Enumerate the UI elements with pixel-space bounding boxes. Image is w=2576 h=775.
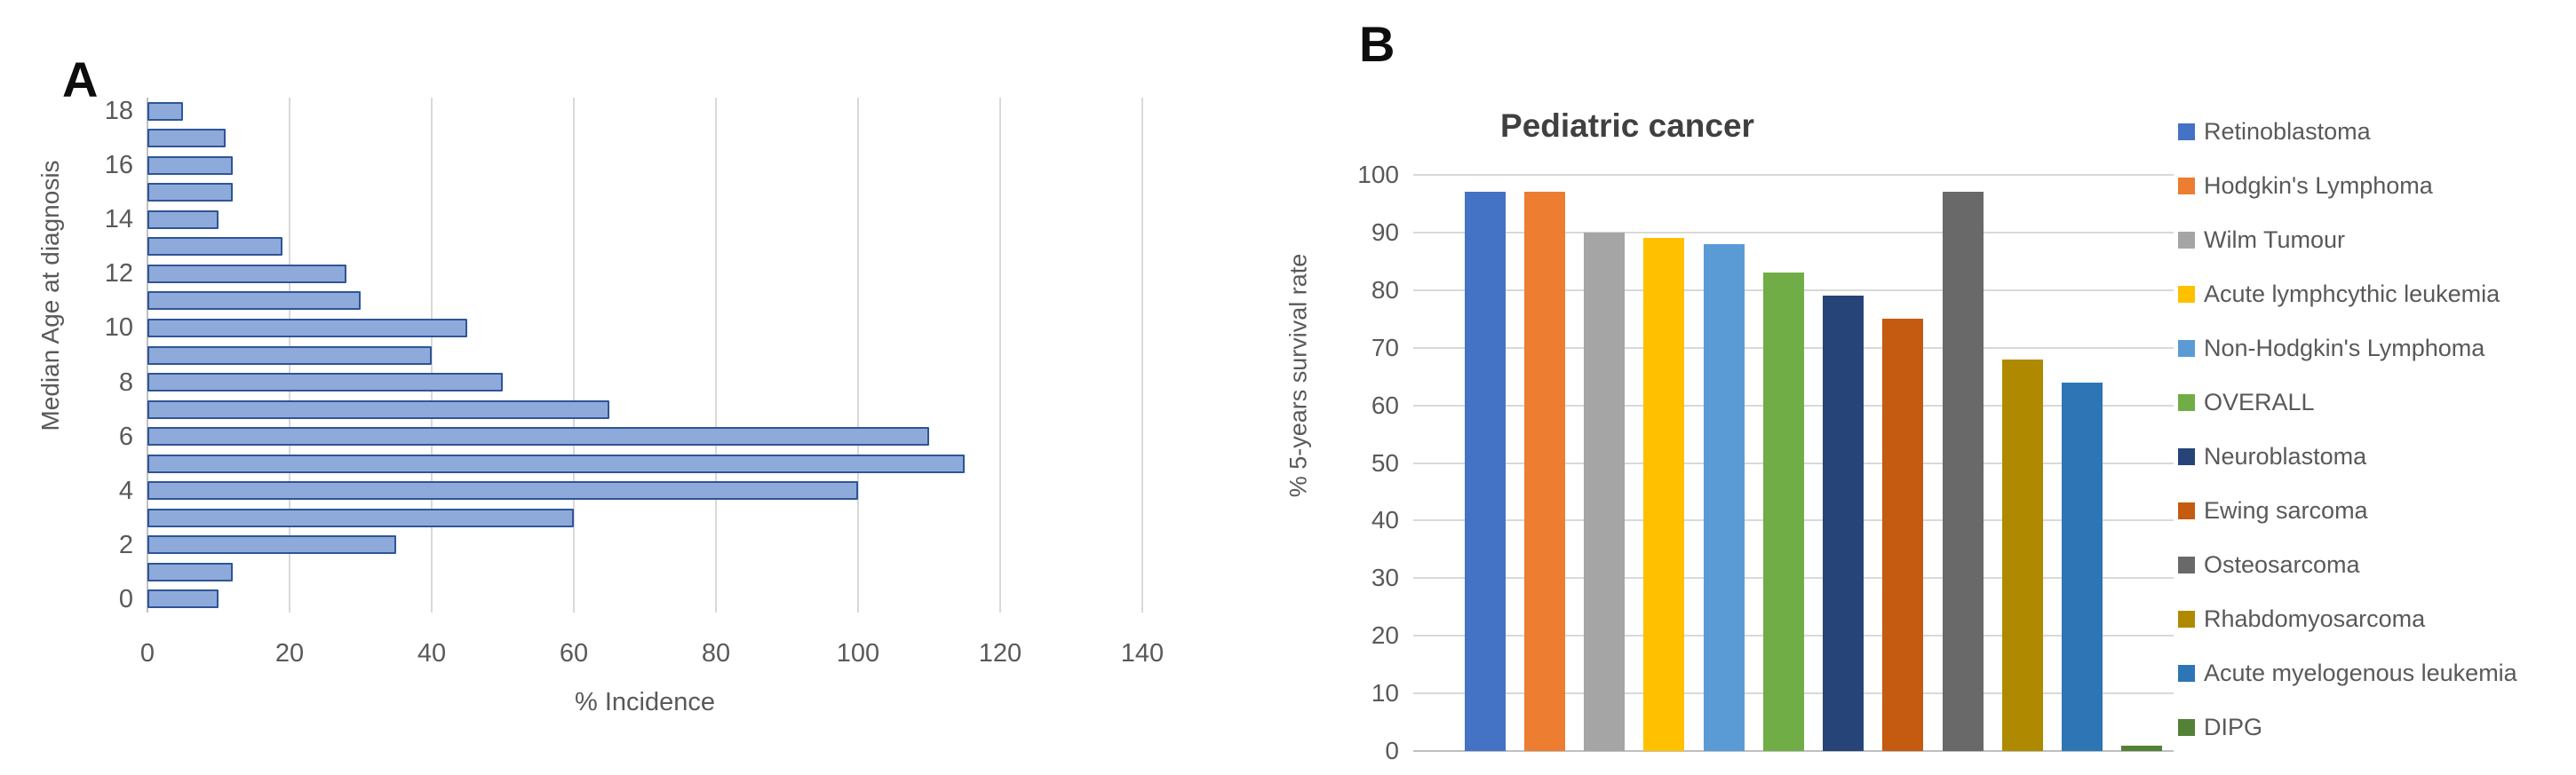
b-y-tick-label: 70 <box>1371 333 1399 361</box>
legend-item <box>2178 552 2569 579</box>
a-y-tick-label: 12 <box>104 259 133 289</box>
legend-swatch-icon <box>2178 719 2195 736</box>
bar-neuroblastoma <box>1823 296 1864 751</box>
bar-ewing-sarcoma <box>1882 319 1923 751</box>
b-y-tick-label: 20 <box>1371 621 1399 650</box>
legend-label: Hodgkin's Lymphoma <box>2204 172 2433 199</box>
legend-item <box>2178 336 2569 362</box>
bar-age-4 <box>147 481 858 500</box>
a-y-tick-label: 6 <box>118 422 133 451</box>
legend-item <box>2178 660 2569 687</box>
bar-age-14 <box>147 210 219 229</box>
legend-label: Neuroblastoma <box>2204 443 2367 470</box>
legend-swatch-icon <box>2178 448 2195 465</box>
bar-osteosarcoma <box>1943 192 1984 751</box>
a-gridline <box>857 98 859 613</box>
b-y-tick-label: 90 <box>1371 217 1399 246</box>
legend-item <box>2178 390 2569 416</box>
panel-b-label: B <box>1359 16 1395 72</box>
legend-item <box>2178 119 2569 146</box>
a-x-tick-label: 80 <box>701 639 731 668</box>
legend-item <box>2178 444 2569 471</box>
legend-label: Retinoblastoma <box>2204 118 2371 145</box>
bar-age-13 <box>147 237 282 256</box>
bar-age-2 <box>147 535 396 554</box>
a-x-tick-label: 20 <box>274 639 305 668</box>
legend-item <box>2178 606 2569 633</box>
bar-acute-lymphcythic-leukemia <box>1643 238 1684 751</box>
bar-age-7 <box>147 400 609 419</box>
legend-item <box>2178 227 2569 254</box>
legend-swatch-icon <box>2178 178 2195 194</box>
a-x-tick-label: 0 <box>139 639 155 668</box>
legend-swatch-icon <box>2178 557 2195 573</box>
b-chart-title: Pediatric cancer <box>1500 107 1754 144</box>
bar-age-16 <box>147 156 233 175</box>
bar-age-3 <box>147 509 574 527</box>
legend-label: Ewing sarcoma <box>2204 497 2368 524</box>
legend-label: Acute myelogenous leukemia <box>2204 660 2517 686</box>
legend-item <box>2178 715 2569 741</box>
a-y-tick-label: 8 <box>118 368 133 397</box>
b-y-tick-label: 100 <box>1357 161 1399 188</box>
a-gridline <box>999 98 1001 613</box>
a-x-tick-label: 40 <box>417 639 447 668</box>
bar-age-12 <box>147 265 346 283</box>
bar-overall <box>1763 273 1804 751</box>
a-y-tick-label: 18 <box>104 97 133 126</box>
b-y-tick-label: 30 <box>1371 564 1399 592</box>
bar-age-8 <box>147 373 503 391</box>
legend-item <box>2178 498 2569 525</box>
a-x-tick-label: 120 <box>978 639 1022 668</box>
legend-swatch-icon <box>2178 502 2195 519</box>
bar-age-18 <box>147 102 183 121</box>
legend-label: OVERALL <box>2204 389 2315 415</box>
legend-label: Non-Hodgkin's Lymphoma <box>2204 335 2485 361</box>
b-y-tick-label: 40 <box>1371 506 1399 534</box>
bar-hodgkin-s-lymphoma <box>1524 192 1565 751</box>
a-x-tick-label: 100 <box>836 639 880 668</box>
legend-label: Rhabdomyosarcoma <box>2204 605 2426 632</box>
legend-swatch-icon <box>2178 286 2195 303</box>
b-y-tick-label: 50 <box>1371 448 1399 477</box>
a-y-tick-label: 4 <box>118 476 133 505</box>
bar-non-hodgkin-s-lymphoma <box>1704 244 1745 751</box>
bar-wilm-tumour <box>1584 233 1625 751</box>
a-gridline <box>573 98 575 613</box>
legend-label: Wilm Tumour <box>2204 226 2346 253</box>
a-y-tick-label: 10 <box>104 313 133 343</box>
bar-age-10 <box>147 319 467 337</box>
a-gridline <box>715 98 717 613</box>
b-y-tick-label: 80 <box>1371 275 1399 304</box>
b-gridline <box>1413 174 2174 176</box>
a-y-tick-label: 2 <box>118 530 133 559</box>
b-y-tick-label: 0 <box>1385 737 1399 764</box>
legend-swatch-icon <box>2178 123 2195 140</box>
legend-label: Acute lymphcythic leukemia <box>2204 281 2500 307</box>
bar-age-5 <box>147 455 965 473</box>
bar-dipg <box>2121 746 2162 751</box>
legend-swatch-icon <box>2178 340 2195 357</box>
bar-age-0 <box>147 589 219 608</box>
legend-item <box>2178 173 2569 200</box>
a-gridline <box>1141 98 1143 613</box>
bar-retinoblastoma <box>1465 192 1506 751</box>
bar-age-1 <box>147 563 233 581</box>
a-y-tick-label: 14 <box>104 205 133 234</box>
legend-swatch-icon <box>2178 611 2195 628</box>
legend-item <box>2178 281 2569 308</box>
bar-age-15 <box>147 183 233 202</box>
bar-age-17 <box>147 129 226 147</box>
a-x-tick-label: 140 <box>1120 639 1165 668</box>
b-y-tick-label: 10 <box>1371 679 1399 708</box>
bar-age-9 <box>147 346 432 365</box>
a-y-tick-label: 16 <box>104 151 133 180</box>
a-y-tick-label: 0 <box>118 584 133 613</box>
legend-swatch-icon <box>2178 232 2195 249</box>
b-y-tick-label: 60 <box>1371 391 1399 419</box>
b-y-axis-title: % 5-years survival rate <box>1284 253 1312 498</box>
a-x-axis-title: % Incidence <box>575 688 715 716</box>
bar-acute-myelogenous-leukemia <box>2062 383 2103 751</box>
legend-swatch-icon <box>2178 394 2195 411</box>
a-y-axis-title: Median Age at diagnosis <box>36 160 64 431</box>
bar-age-11 <box>147 291 361 310</box>
legend-label: DIPG <box>2204 714 2263 740</box>
legend-label: Osteosarcoma <box>2204 551 2360 578</box>
bar-rhabdomyosarcoma <box>2002 360 2043 751</box>
panel-a-label: A <box>62 51 99 107</box>
a-x-tick-label: 60 <box>559 639 589 668</box>
legend-swatch-icon <box>2178 665 2195 682</box>
bar-age-6 <box>147 427 929 446</box>
